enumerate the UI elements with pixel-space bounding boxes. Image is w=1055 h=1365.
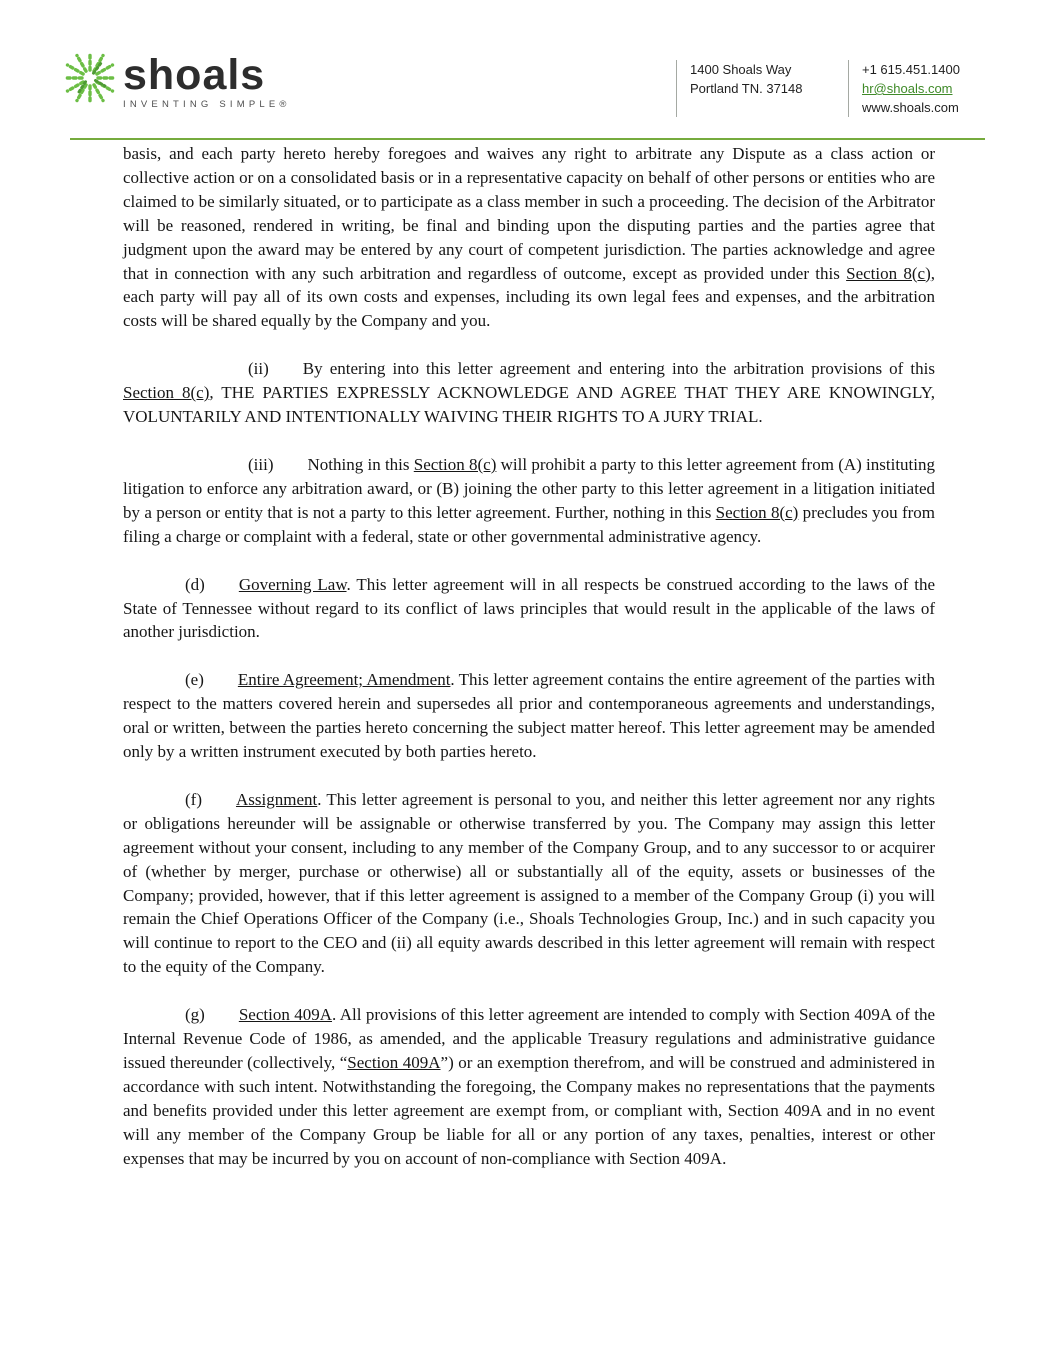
underlined-reference: Section 8(c) [413, 454, 497, 474]
document-body [123, 142, 935, 1195]
text-run: , THE PARTIES EXPRESSLY ACKNOWLEDGE AND AGREE THAT THEY ARE KNOWINGLY, VOLUNTARILY AND INTENTIONALLY WAIVING THEIR RIGHTS TO A JURY TRIAL. [123, 383, 935, 427]
email-link[interactable]: hr@shoals.com [862, 81, 953, 96]
text-run: Nothing in this [307, 454, 414, 474]
letterhead [0, 0, 1055, 140]
text-run: . All provisions of this letter agreement are intended to comply with Section 409A of the Internal Revenue Code of 1986, as amended, and the applicable Treasury regulations and administrative guidance issued thereunder (collectively, “ [123, 1005, 935, 1072]
website-url: www.shoals.com [862, 100, 959, 115]
underlined-reference: Assignment [235, 789, 318, 809]
paragraph [123, 573, 935, 645]
text-run: . This letter agreement is personal to you, and neither this letter agreement nor any rights or obligations hereunder will be assignable or otherwise transferred by you. The Company may assign this letter agreement without your consent, including to any member of the Company Group, and to any successor to or acquirer of (whether by merger, purchase or otherwise) all or substantially all of the equity, assets or businesses of the Company; provided, however, that if this letter agreement is assigned to a member of the Company Group (i) you will remain the Chief Operations Officer of the Company (i.e., Shoals Technologies Group, Inc.) and in such capacity you will continue to report to the CEO and (ii) all equity awards described in this letter agreement will remain with respect to the equity of the Company. [123, 789, 935, 977]
text-run: precludes you from filing a charge or complaint with a federal, state or other governmental administrative agency. [123, 502, 935, 546]
text-run: (d) [185, 574, 205, 594]
brand-tagline: INVENTING SIMPLE® [123, 99, 291, 110]
text-run: , each party will pay all of its own costs and expenses, including its own legal fees and expenses, and the arbitration costs will be shared equally by the Company and you. [123, 263, 935, 331]
paragraph [123, 357, 935, 429]
text-run: basis, and each party hereto hereby foregoes and waives any right to arbitrate any Dispute as a class action or collective action or on a consolidated basis or in a representative capacity on behalf of other persons or entities who are claimed to be similarly situated, or to participate as a class member in such a proceeding. The decision of the Arbitrator will be reasoned, rendered in writing, be final and binding upon the disputing parties and the parties agree that judgment upon the award may be entered by any court of competent jurisdiction. The parties acknowledge and agree that in connection with any such arbitration and regardless of outcome, except as provided under this [123, 144, 935, 283]
underlined-reference: Governing Law [238, 574, 347, 594]
text-run: By entering into this letter agreement and entering into the arbitration provisions of this [302, 359, 935, 379]
address-line-2: Portland TN. 37148 [690, 81, 803, 96]
shoals-starburst-icon [60, 48, 120, 108]
underlined-reference: Section 8(c) [846, 263, 931, 283]
paragraph [123, 668, 935, 764]
header-divider-rule [70, 138, 985, 140]
address-line-1: 1400 Shoals Way [690, 62, 792, 77]
text-run: (f) [185, 789, 202, 809]
paragraph [123, 1003, 935, 1170]
text-run: (ii) [248, 359, 269, 379]
underlined-reference: Section 8(c) [123, 383, 210, 403]
underlined-reference: Entire Agreement; Amendment [237, 670, 451, 690]
underlined-reference: Section 409A [347, 1053, 441, 1072]
letterhead-contact-block [676, 60, 960, 117]
paragraph [123, 788, 935, 979]
contact-block [848, 60, 960, 117]
text-run: will prohibit a party to this letter agreement from (A) instituting litigation to enforce any arbitration award, or (B) joining the other party to this letter agreement in a litigation initiated by a person or entity that is not a party to this letter agreement. Further, nothing in this [123, 454, 935, 522]
underlined-reference: Section 409A [238, 1005, 333, 1025]
text-run: ”) or an exemption therefrom, and will be construed and administered in accordance with such intent. Notwithstanding the foregoing, the Company makes no representations that the payments and benefits provided under this letter agreement are exempt from, or compliant with, Section 409A and in no event will any member of the Company Group be liable for all or any portion of any taxes, penalties, interest or other expenses that may be incurred by you on account of non-compliance with Section 409A. [123, 1053, 935, 1168]
brand-wordmark: shoals [123, 51, 266, 99]
text-run: (g) [185, 1005, 205, 1025]
paragraph [123, 453, 935, 549]
phone-number: +1 615.451.1400 [862, 62, 960, 77]
text-run: . This letter agreement contains the entire agreement of the parties with respect to the matters covered herein and supersedes all prior and contemporaneous agreements and understandings, oral or written, between the parties hereto concerning the subject matter hereof. This letter agreement may be amended only by a written instrument executed by both parties hereto. [123, 670, 935, 762]
address-block [676, 60, 848, 117]
shoals-logo [60, 48, 291, 110]
text-run: (iii) [248, 454, 274, 474]
underlined-reference: Section 8(c) [715, 502, 799, 522]
paragraph [123, 142, 935, 333]
text-run: (e) [185, 670, 204, 690]
logo-text-block [123, 48, 291, 110]
text-run: . This letter agreement will in all respects be construed according to the laws of the State of Tennessee without regard to its conflict of laws principles that would result in the applicable of the laws of another jurisdiction. [123, 574, 936, 642]
